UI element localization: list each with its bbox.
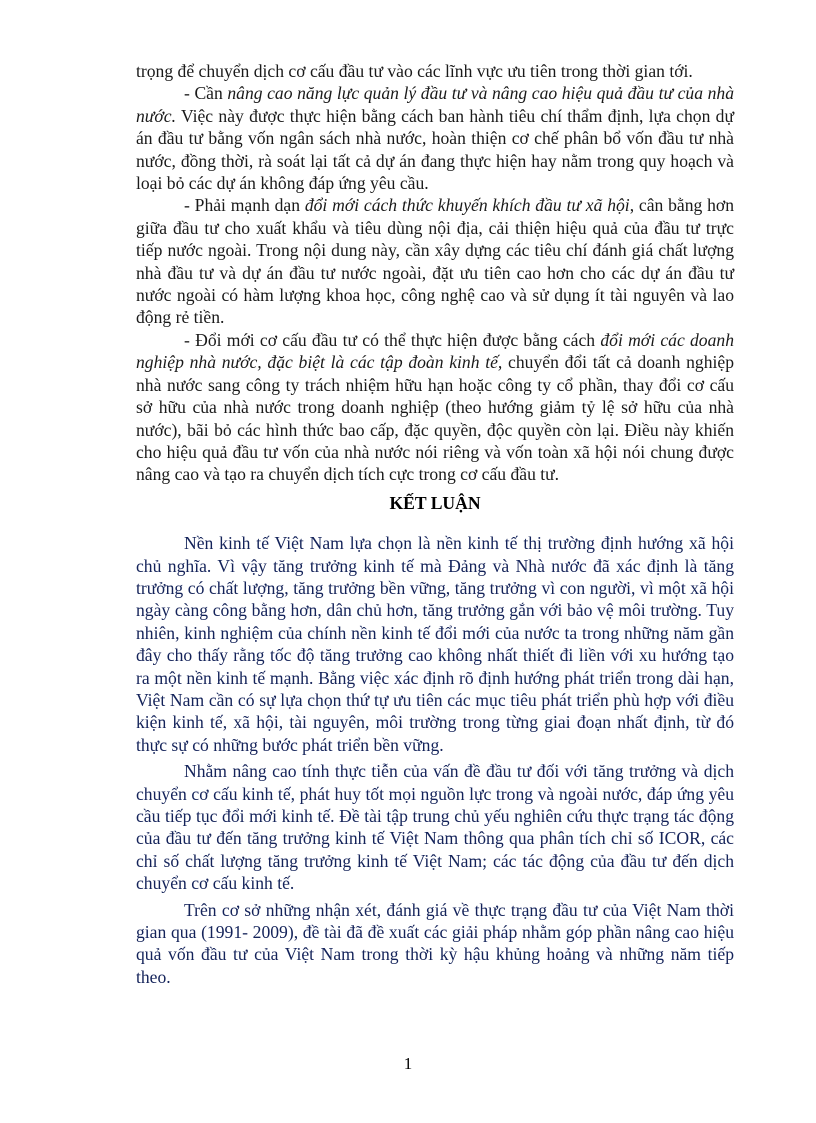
bullet-3-text: chuyển đổi tất cả doanh nghiệp nhà nước sang công ty trách nhiệm hữu hạn hoặc công ty cổ phần, thay đổi cơ cấu sở hữu của nhà nước trong doanh nghiệp (theo hướng giảm tỷ lệ sở hữu của nhà nước), bãi bỏ các hình thức bao cấp, đặc quyền, độc quyền còn lại. Điều này khiến cho hiệu quả đầu tư vốn của nhà nước nói riêng và vốn toàn xã hội nói chung được nâng cao và tạo ra chuyển dịch tích cực trong cơ cấu đầu tư. <box>136 352 734 485</box>
bullet-1-prefix: - Cần <box>184 83 228 104</box>
bullet-1-text: Việc này được thực hiện bằng cách ban hành tiêu chí thẩm định, lựa chọn dự án đầu tư bằng vốn ngân sách nhà nước, hoàn thiện cơ chế phân bổ vốn đầu tư nhà nước, đồng thời, rà soát lại tất cả dự án đang thực hiện hay nằm trong quy hoạch và loại bỏ các dự án không đáp ứng yêu cầu. <box>136 105 734 194</box>
bullet-2-emphasis: đổi mới cách thức khuyến khích đầu tư xã hội <box>304 195 630 216</box>
continuation-paragraph: trọng để chuyển dịch cơ cấu đầu tư vào các lĩnh vực ưu tiên trong thời gian tới. <box>136 61 693 81</box>
page-number: 1 <box>403 1054 413 1073</box>
bullet-1-emphasis: nâng cao năng lực quản lý đầu tư và nâng cao hiệu quả đầu tư của nhà nước. <box>136 83 734 126</box>
conclusion-paragraph-3: Trên cơ sở những nhận xét, đánh giá về thực trạng đầu tư của Việt Nam thời gian qua (1991- 2009), đề tài đã đề xuất các giải pháp nhằm góp phần nâng cao hiệu quả vốn đầu tư của Việt Nam trong thời kỳ hậu khủng hoảng và những năm tiếp theo. <box>136 899 734 987</box>
conclusion-paragraph-1: Nền kinh tế Việt Nam lựa chọn là nền kinh tế thị trường định hướng xã hội chủ nghĩa. Vì vậy tăng trưởng kinh tế mà Đảng và Nhà nước đã xác định là tăng trưởng có chất lượng, tăng trưởng bền vững, tăng trưởng vì con người, vì một xã hội ngày càng công bằng hơn, dân chủ hơn, tăng trưởng gắn với bảo vệ môi trường. Tuy nhiên, kinh nghiệm của chính nền kinh tế đổi mới của nước ta trong những năm gần đây cho thấy rằng tốc độ tăng trưởng cao không nhất thiết đi liền với xu hướng tạo ra một nền kinh tế mạnh. Bằng việc xác định rõ định hướng phát triển trong dài hạn, Việt Nam cần có sự lựa chọn thứ tự ưu tiên các mục tiêu phát triển phù hợp với điều kiện kinh tế, xã hội, tài nguyên, môi trường trong từng giai đoạn nhất định, từ đó thực sự có những bước phát triển bền vững. <box>136 533 734 755</box>
bullet-paragraph-1 <box>136 82 734 194</box>
conclusion-heading: KẾT LUẬN <box>389 492 481 513</box>
conclusion-paragraph-2: Nhằm nâng cao tính thực tiễn của vấn đề đầu tư đối với tăng trưởng và dịch chuyển cơ cấu kinh tế, phát huy tốt mọi nguồn lực trong và ngoài nước, đáp ứng yêu cầu tiếp tục đổi mới kinh tế. Đề tài tập trung chủ yếu nghiên cứu thực trạng tác động của đầu tư đến tăng trưởng kinh tế Việt Nam thông qua phân tích chỉ số ICOR, các chỉ số chất lượng tăng trưởng kinh tế Việt Nam; các tác động của đầu tư đến dịch chuyển cơ cấu kinh tế. <box>136 761 734 894</box>
conclusion-section <box>136 532 734 988</box>
bullet-paragraph-3 <box>136 329 734 486</box>
recommendations-section <box>136 60 734 486</box>
bullet-2-text: , cân bằng hơn giữa đầu tư cho xuất khẩu và tiêu dùng nội địa, cải thiện hiệu quả của đầu tư trực tiếp nước ngoài. Trong nội dung này, cần xây dựng các tiêu chí đánh giá chất lượng nhà đầu tư và dự án đầu tư nước ngoài, đặt ưu tiên cao hơn cho các dự án đầu tư nước ngoài có hàm lượng khoa học, công nghệ cao và sử dụng ít tài nguyên và lao động rẻ tiền. <box>136 195 734 328</box>
bullet-2-prefix: - Phải mạnh dạn <box>184 195 305 216</box>
bullet-3-emphasis: đổi mới các doanh nghiệp nhà nước, đặc biệt là các tập đoàn kinh tế, <box>136 329 734 373</box>
bullet-paragraph-2 <box>136 194 734 328</box>
bullet-3-prefix: - Đổi mới cơ cấu đầu tư có thể thực hiện được bằng cách <box>184 329 601 350</box>
